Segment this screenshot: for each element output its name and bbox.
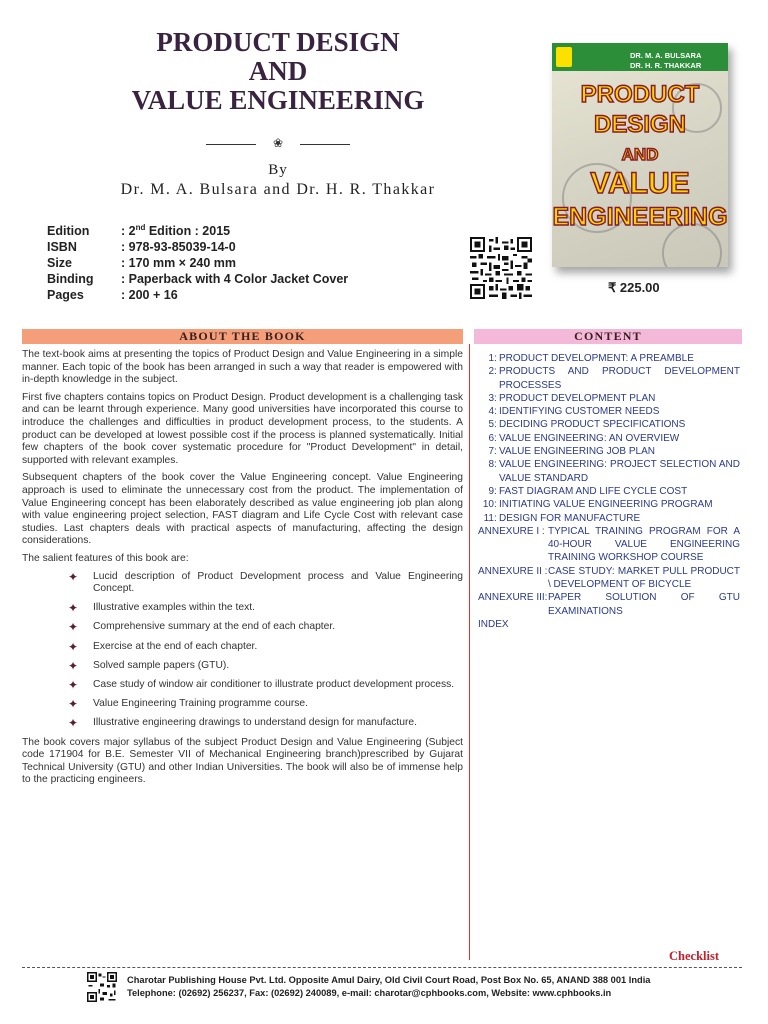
chapter-number: 5 (488, 419, 494, 431)
about-paragraph: Subsequent chapters of the book cover the Value Engineering concept. Value Engineering approach is used to eliminate the unnecessary cost from the product. The implementation of Value Engineering concept has been elaborately described as value engineering job plan along with value engineering project selection, FAST diagram and Life Cycle Cost with relevant case studies. Last chapters deals with practical aspects of manufacturing, affecting the design considerations. (22, 472, 463, 547)
table-of-contents (478, 352, 740, 631)
chapter-number: 3 (488, 392, 494, 404)
features-intro: The salient features of this book are: (22, 552, 189, 564)
feature-text: Illustrative engineering drawings to understand design for manufacture. (93, 717, 417, 729)
spec-edition: Edition : 2nd Edition : 2015 (47, 223, 231, 238)
diamond-bullet-icon: ✦ (68, 678, 79, 693)
feature-item (22, 641, 463, 654)
annexure-title: CASE STUDY: MARKET PULL PRODUCT \ DEVELOPMENT OF BICYCLE (548, 565, 740, 591)
title-line-1: PRODUCT DESIGN (156, 27, 400, 57)
footer-divider (22, 967, 742, 968)
content-section-header: CONTENT (474, 329, 742, 344)
chapter-number: 9 (488, 485, 494, 497)
by-label: By (268, 162, 288, 178)
feature-text: Lucid description of Product Development process and Value Engineering Concept. (93, 570, 463, 595)
toc-annexure (478, 525, 740, 565)
chapter-title: FAST DIAGRAM AND LIFE CYCLE COST (499, 485, 688, 497)
about-paragraph: First five chapters contains topics on Product Design. Product development is a challenging task and can be learnt through experience. Many good universities have incorporated this course to introduce the challenges and difficulties in product development process, to the students. A product can be developed at lowest possible cost if the process is planned systematically. Initial few chapters of the book cover systematic procedure for "Product Development" in detail, supported with relevant examples. (22, 391, 463, 466)
publisher-footer (127, 974, 650, 999)
toc-chapter: 8 : VALUE ENGINEERING: PROJECT SELECTION AND VALUE STANDARD (478, 458, 740, 485)
toc-annexure (478, 565, 740, 592)
chapter-title: VALUE ENGINEERING JOB PLAN (499, 446, 655, 458)
feature-text: Illustrative examples within the text. (93, 602, 255, 614)
chapter-number: 1 (488, 353, 494, 364)
toc-chapter: 7 : VALUE ENGINEERING JOB PLAN (478, 445, 740, 458)
chapter-title: IDENTIFYING CUSTOMER NEEDS (499, 406, 660, 418)
chapter-number: 6 (488, 432, 494, 444)
about-section-header: ABOUT THE BOOK (22, 329, 463, 344)
chapter-title: PRODUCT DEVELOPMENT: A PREAMBLE (499, 353, 694, 364)
cover-title-line: AND (621, 145, 659, 164)
annexure-label: ANNEXURE III: (478, 592, 548, 604)
toc-chapter: 6 : VALUE ENGINEERING: AN OVERVIEW (478, 432, 740, 445)
feature-item (22, 717, 463, 730)
chapter-number: 4 (488, 406, 494, 418)
diamond-bullet-icon: ✦ (68, 620, 79, 635)
chapter-number: 2 (488, 366, 494, 378)
diamond-bullet-icon: ✦ (68, 658, 79, 673)
footer-address: Charotar Publishing House Pvt. Ltd. Opposite Amul Dairy, Old Civil Court Road, Post Box No. 65, ANAND 388 001 India (127, 975, 651, 985)
chapter-number: 8 (488, 459, 494, 471)
diamond-bullet-icon: ✦ (68, 697, 79, 712)
features-list (22, 571, 463, 731)
spec-binding: Binding : Paperback with 4 Color Jacket Cover (47, 272, 349, 286)
chapter-title: DESIGN FOR MANUFACTURE (499, 512, 641, 524)
annexure-label: ANNEXURE I : (478, 525, 545, 537)
cover-title-line: ENGINEERING (552, 203, 728, 231)
toc-chapter: 5 : DECIDING PRODUCT SPECIFICATIONS (478, 418, 740, 431)
diamond-bullet-icon: ✦ (68, 569, 79, 584)
feature-item (22, 621, 463, 634)
footer-qr-code-icon[interactable] (85, 972, 119, 1002)
feature-text: Case study of window air conditioner to illustrate product development process. (93, 679, 455, 691)
spec-isbn: ISBN : 978-93-85039-14-0 (47, 240, 236, 254)
feature-text: Exercise at the end of each chapter. (93, 640, 258, 652)
toc-chapter: 4 : IDENTIFYING CUSTOMER NEEDS (478, 405, 740, 418)
annexure-title: TYPICAL TRAINING PROGRAM FOR A 40-HOUR VALUE ENGINEERING TRAINING WORKSHOP COURSE (548, 525, 740, 564)
toc-index: INDEX (478, 618, 509, 630)
diamond-bullet-icon: ✦ (68, 639, 79, 654)
diamond-bullet-icon: ✦ (68, 601, 79, 616)
toc-chapter: 3 : PRODUCT DEVELOPMENT PLAN (478, 392, 740, 405)
publisher-logo-icon (556, 47, 572, 67)
feature-text: Comprehensive summary at the end of each chapter. (93, 621, 336, 633)
chapter-number: 7 (488, 446, 494, 458)
checklist-link[interactable]: Checklist (669, 949, 719, 963)
toc-chapter: 9 : FAST DIAGRAM AND LIFE CYCLE COST (478, 485, 740, 498)
chapter-title: DECIDING PRODUCT SPECIFICATIONS (499, 419, 686, 431)
toc-annexure (478, 591, 740, 618)
cover-authors: DR. M. A. BULSARA DR. H. R. THAKKAR (630, 51, 702, 70)
cover-title-line: DESIGN (593, 111, 686, 138)
column-divider (469, 344, 470, 960)
toc-chapter: 11 : DESIGN FOR MANUFACTURE (478, 512, 740, 525)
chapter-title: PRODUCT DEVELOPMENT PLAN (499, 392, 656, 404)
cover-title-line: VALUE (590, 167, 690, 200)
feature-text: Solved sample papers (GTU). (93, 659, 230, 671)
flower-icon: ❀ (272, 136, 284, 150)
about-paragraph: The book covers major syllabus of the subject Product Design and Value Engineering (Subject code 171904 for B.E. Semester VII of Mechanical Engineering branch)prescribed by Gujarat Technical University (GTU) and other Indian Universities. The book will also be of immense help to the practicing engineers. (22, 736, 463, 786)
about-section (22, 349, 463, 792)
feature-item (22, 698, 463, 711)
chapter-title: VALUE ENGINEERING: PROJECT SELECTION AND VALUE STANDARD (499, 459, 740, 484)
authors: Dr. M. A. Bulsara and Dr. H. R. Thakkar (120, 181, 436, 198)
spec-pages: Pages : 200 + 16 (47, 288, 178, 302)
book-cover-image (552, 43, 728, 267)
qr-code-icon[interactable] (469, 237, 533, 299)
annexure-title: PAPER SOLUTION OF GTU EXAMINATIONS (548, 592, 740, 617)
footer-contact: Telephone: (02692) 256237, Fax: (02692) 240089, e-mail: charotar@cphbooks.com, Website: www.cphbooks.in (127, 987, 612, 998)
book-specs (47, 223, 348, 303)
title-ornament (206, 137, 350, 151)
title-line-2: AND (248, 56, 308, 86)
title-line-3: VALUE ENGINEERING (131, 85, 425, 115)
feature-item (22, 679, 463, 692)
feature-item (22, 602, 463, 615)
diamond-bullet-icon: ✦ (68, 716, 79, 731)
cover-title-line: PRODUCT (580, 81, 700, 108)
chapter-title: PRODUCTS AND PRODUCT DEVELOPMENT PROCESSES (499, 366, 740, 391)
toc-chapter: 2 : PRODUCTS AND PRODUCT DEVELOPMENT PROCESSES (478, 365, 740, 392)
feature-item (22, 571, 463, 596)
chapter-title: INITIATING VALUE ENGINEERING PROGRAM (499, 499, 713, 511)
spec-size: Size : 170 mm × 240 mm (47, 256, 236, 270)
book-title (80, 28, 476, 115)
chapter-number: 11 (483, 512, 494, 524)
chapter-number: 10 (482, 499, 494, 511)
feature-text: Value Engineering Training programme course. (93, 698, 309, 710)
price: ₹ 225.00 (608, 280, 660, 295)
chapter-title: VALUE ENGINEERING: AN OVERVIEW (499, 432, 680, 444)
toc-chapter: 1 : PRODUCT DEVELOPMENT: A PREAMBLE (478, 352, 740, 365)
feature-item (22, 660, 463, 673)
annexure-label: ANNEXURE II : (478, 565, 548, 577)
toc-chapter: 10 : INITIATING VALUE ENGINEERING PROGRAM (478, 498, 740, 511)
about-paragraph: The text-book aims at presenting the topics of Product Design and Value Engineering in a simple manner. Each topic of the book has been arranged in such a way that reader is empowered with in-depth knowledge in the subject. (22, 349, 463, 386)
